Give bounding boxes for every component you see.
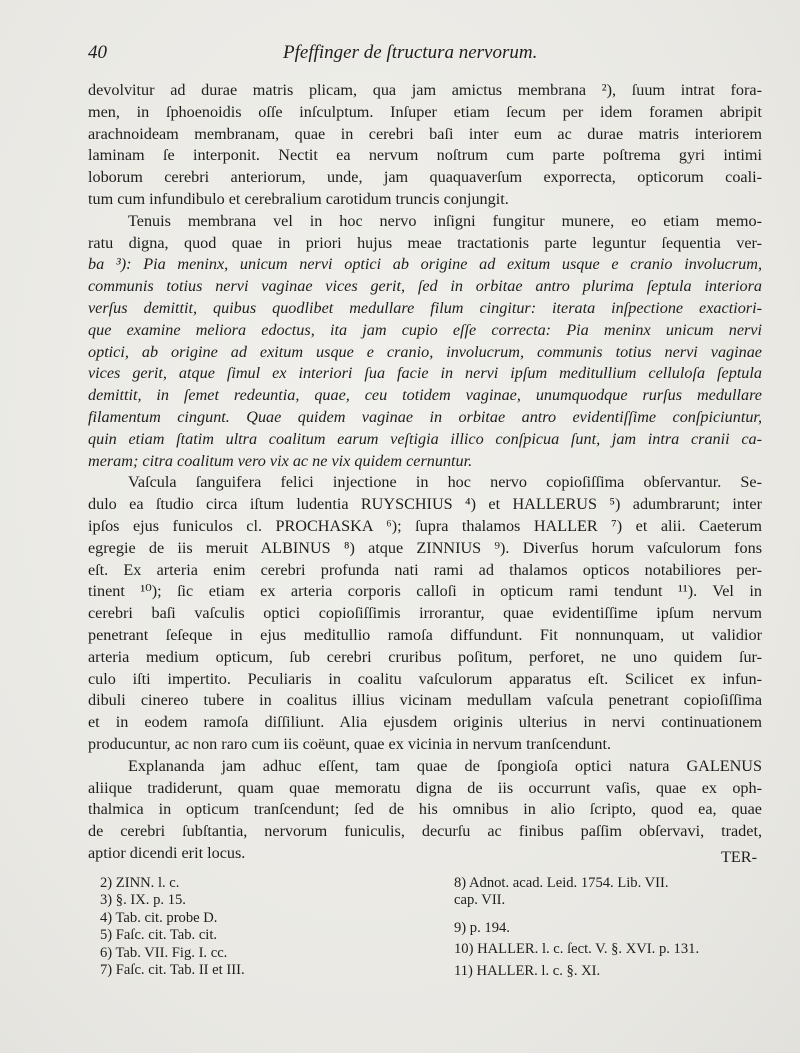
text-line: dibuli cinereo tubere in coalitus illius vicinam medullam vaſcula penetrant copioſiſſima bbox=[88, 691, 762, 710]
body-text bbox=[88, 80, 762, 865]
text-line: quin etiam ſtatim ultra coalitum earum veſtigia illico conſpicua ſunt, jam intra cranii ca- bbox=[88, 429, 762, 448]
text-line: verſus demittit, quibus quodlibet medullare filum cingitur: iterata inſpectione exactiori- bbox=[88, 298, 762, 317]
text-line: Vaſcula ſanguifera felici injectione in hoc nervo copioſiſſima obſervantur. Se- bbox=[128, 473, 762, 492]
footnote: 4) Tab. cit. probe D. bbox=[100, 909, 218, 926]
footnote: 9) p. 194. bbox=[454, 919, 510, 936]
text-line: optici, ab origine ad exitum usque e cranio, involucrum, communis totius nervi vaginae bbox=[88, 342, 762, 361]
text-line: tum cum infundibulo et cerebralium carotidum truncis conjungit. bbox=[88, 189, 509, 208]
catchword: TER- bbox=[721, 848, 757, 866]
text-line: Explananda jam adhuc eſſent, tam quae de ſpongioſa optici natura GALENUS bbox=[128, 756, 762, 775]
text-line: arachnoideam membranam, quae in cerebri baſi inter eum ac durae matris interiorem bbox=[88, 124, 762, 143]
footnote: 2) ZINN. l. c. bbox=[100, 875, 180, 891]
text-line: producuntur, ac non raro cum iis coëunt, quae ex vicinia in nervum tranſcendunt. bbox=[88, 734, 612, 753]
text-line: ipſos ejus funiculos cl. PROCHASKA ⁶); ſupra thalamos HALLER ⁷) et alii. Caeterum bbox=[88, 516, 762, 535]
text-line: ba ³): Pia meninx, unicum nervi optici ab origine ad exitum usque e cranio involucrum, bbox=[88, 255, 762, 274]
text-line: laminam ſe interponit. Nectit ea nervum noſtrum cum parte poſtrema gyri intimi bbox=[88, 146, 762, 165]
text-line: culo iſti impertito. Peculiaris in coalitu vaſculorum apparatus eſt. Scilicet ex infun- bbox=[88, 669, 762, 688]
text-line: thalmica in opticum tranſcendunt; ſed de his omnibus in alio ſcripto, quod ea, quae bbox=[88, 800, 762, 819]
text-line: communis totius nervi vaginae vices gerit, ſed in orbitae antro plurima ſeptula interiora bbox=[88, 277, 762, 296]
page-number: 40 bbox=[88, 42, 107, 63]
text-line: arteria medium opticum, ſub cerebri cruribus poſitum, perforet, ne uno quidem ſur- bbox=[88, 647, 762, 666]
text-line: que examine meliora edoctus, ita jam cupio eſſe correcta: Pia meninx unicum nervi bbox=[88, 320, 762, 339]
text-line: de cerebri ſubſtantia, nervorum funiculis, decurſu ac finibus paſſim obſervavi, tradet, bbox=[88, 822, 762, 841]
text-line: tinent ¹⁰); ſic etiam ex arteria corporis calloſi in opticum rami tendunt ¹¹). Vel in bbox=[88, 582, 762, 601]
text-line: demittit, in ſemet redeuntia, quae, ceu totidem vaginae, unumquodque rurſus medullare bbox=[88, 386, 762, 405]
text-line: eſt. Ex arteria enim cerebri profunda nati rami ad thalamos opticos notabiliores per- bbox=[88, 560, 762, 579]
footnote: 10) HALLER. l. c. ſect. V. §. XVI. p. 131. bbox=[454, 941, 700, 958]
text-line: filamentum cingunt. Quae quidem vaginae in orbitae antro evidentiſſime conſpiciuntur, bbox=[88, 407, 762, 426]
text-line: penetrant ſeſeque in ejus meditullio ramoſa diffundunt. Fit nonnunquam, ut validior bbox=[88, 625, 762, 644]
footnote: 11) HALLER. l. c. §. XI. bbox=[454, 962, 601, 979]
footnotes-right-column bbox=[454, 875, 764, 980]
footnote: 3) §. IX. p. 15. bbox=[100, 892, 186, 909]
text-line: Tenuis membrana vel in hoc nervo inſigni fungitur munere, eo etiam memo- bbox=[128, 211, 762, 230]
text-line: cerebri baſi vaſculis optici copioſiſſimis irrorantur, quae evidentiſſime ipſum nervum bbox=[88, 604, 762, 623]
text-line: loborum cerebri anteriorum, unde, jam quaquaverſum exporrecta, opticorum coali- bbox=[88, 168, 762, 187]
text-line: aliique tradiderunt, quam quae memoratu digna de iis occurrunt vaſis, quae ex oph- bbox=[88, 778, 762, 797]
text-line: aptior dicendi erit locus. bbox=[88, 843, 246, 862]
text-line: meram; citra coalitum vero vix ac ne vix quidem cernuntur. bbox=[88, 451, 473, 470]
text-line: et in eodem ramoſa diſſiliunt. Alia ejusdem originis ulterius in nervi continuationem bbox=[88, 713, 762, 732]
footnote: cap. VII. bbox=[454, 892, 506, 909]
footnote: 7) Faſc. cit. Tab. II et III. bbox=[100, 961, 245, 978]
page-header bbox=[88, 42, 758, 72]
footnote: 6) Tab. VII. Fig. I. cc. bbox=[100, 944, 228, 961]
footnote: 8) Adnot. acad. Leid. 1754. Lib. VII. bbox=[454, 875, 669, 891]
text-line: egregie de iis meruit ALBINUS ⁸) atque ZINNIUS ⁹). Diverſus horum vaſculorum fons bbox=[88, 538, 762, 557]
footnotes-left-column bbox=[100, 875, 400, 979]
text-line: men, in ſphoenoidis oſſe inſculptum. Inſuper etiam ſecum per idem foramen abripit bbox=[88, 102, 762, 121]
text-line: vices gerit, atque ſimul ex interiori ſua facie in nervi ipſum meditullium celluloſa ſeptula bbox=[88, 364, 762, 383]
text-line: ratu digna, quod quae in priori hujus meae tractationis parte leguntur ſequentia ver- bbox=[88, 233, 762, 252]
footnote: 5) Faſc. cit. Tab. cit. bbox=[100, 927, 218, 944]
text-line: devolvitur ad durae matris plicam, qua jam amictus membrana ²), ſuum intrat fora- bbox=[88, 81, 762, 99]
running-head: Pfeffinger de ſtructura nervorum. bbox=[283, 42, 538, 63]
text-line: dulo ea ſtudio circa iſtum ludentia RUYSCHIUS ⁴) et HALLERUS ⁵) adumbrarunt; inter bbox=[88, 495, 762, 514]
